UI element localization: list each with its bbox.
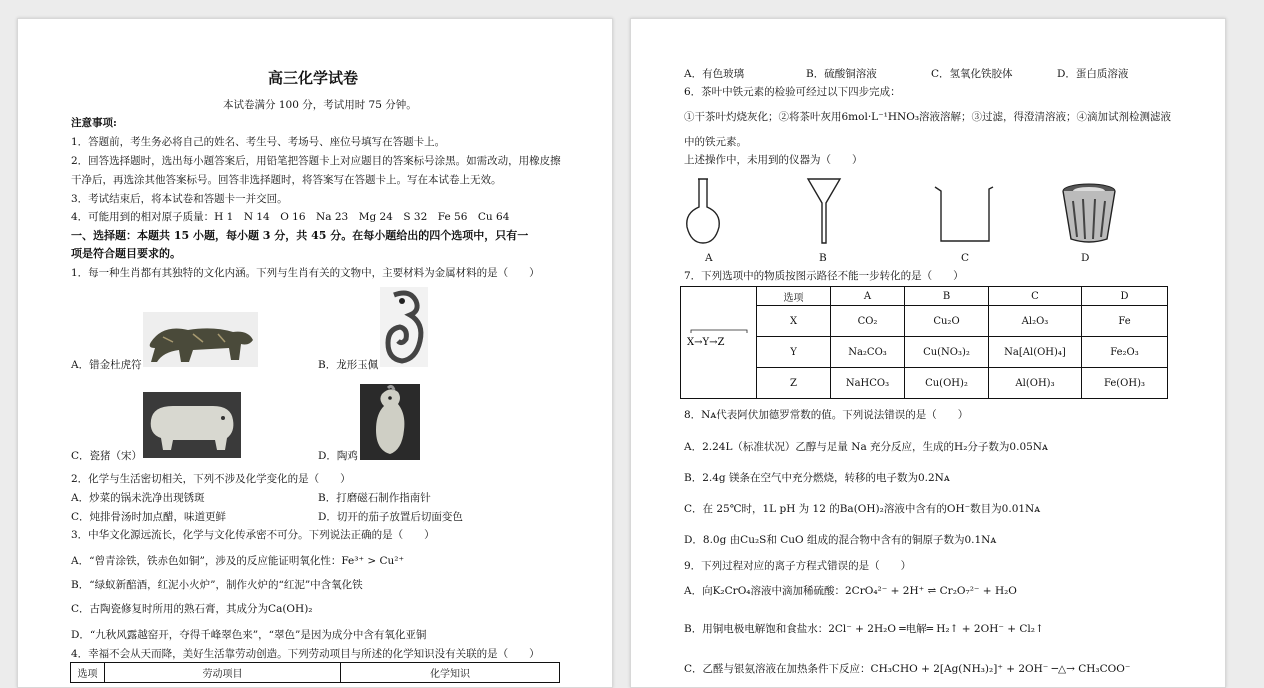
notice-2: 2．回答选择题时，选出每小题答案后，用铅笔把答题卡上对应题目的答案标号涂黑。如需改动，用橡皮擦	[71, 155, 561, 167]
q6-label-d: D	[1081, 252, 1090, 264]
q3-option-b: B．“绿蚁新醅酒，红泥小火炉”，制作火炉的“红泥”中含氧化铁	[71, 579, 363, 591]
notice-heading: 注意事项:	[71, 117, 117, 129]
beaker-icon	[933, 185, 995, 245]
notice-3: 3．考试结束后，将本试卷和答题卡一并交回。	[71, 193, 288, 205]
q7-cell: Cu₂O	[905, 306, 989, 337]
q9-option-b: B．用铜电极电解饱和食盐水：2Cl⁻ + 2H₂O ═电解═ H₂↑ + 2OH⁻ + Cl₂↑	[684, 623, 1044, 635]
notice-4: 4．可能用到的相对原子质量：H 1 N 14 O 16 Na 23 Mg 24 S 32 Fe 56 Cu 64	[71, 211, 510, 223]
notice-1: 1．答题前，考生务必将自己的姓名、考生号、考场号、座位号填写在答题卡上。	[71, 136, 446, 148]
q4-header-labor: 劳动项目	[105, 663, 341, 683]
q7-cell: Y	[757, 337, 831, 368]
q7-path-diagram	[681, 287, 757, 399]
q3-option-d: D．“九秋风露越窑开，夺得千峰翠色来”，“翠色”是因为成分中含有氧化亚铜	[71, 629, 427, 641]
q3-option-a: A．“曾青涂铁，铁赤色如铜”，涉及的反应能证明氧化性：Fe³⁺ > Cu²⁺	[71, 555, 405, 567]
q6-label-b: B	[819, 252, 827, 264]
q6-label-c: C	[961, 252, 970, 264]
q7-header-d: D	[1082, 287, 1168, 306]
q6-stem: 6．茶叶中铁元素的检验可经过以下四步完成：	[684, 86, 901, 98]
path-label: X→Y→Z	[686, 337, 724, 348]
q1-option-a: A．错金杜虎符	[71, 359, 142, 371]
q5-option-d: D．蛋白质溶液	[1057, 68, 1129, 80]
q8-option-c: C．在 25℃时，1L pH 为 12 的Ba(OH)₂溶液中含有的OH⁻数目为0.01Nᴀ	[684, 503, 1041, 515]
q3-option-c: C．古陶瓷修复时所用的熟石膏，其成分为Ca(OH)₂	[71, 603, 313, 615]
q7-cell: Al(OH)₃	[989, 368, 1082, 399]
page-left	[17, 18, 613, 688]
q6-line2: 中的铁元素。	[684, 136, 747, 148]
q1-stem: 1．每一种生肖都有其独特的文化内涵。下列与生肖有关的文物中，主要材料为金属材料的是（ ）	[71, 267, 540, 279]
q7-stem: 7．下列选项中的物质按图示路径不能一步转化的是（ ）	[684, 270, 964, 282]
q5-option-b: B．硫酸铜溶液	[806, 68, 877, 80]
notice-2-cont: 干净后，再选涂其他答案标号。回答非选择题时，将答案写在答题卡上。写在本试卷上无效。	[71, 174, 502, 186]
q2-option-d: D．切开的茄子放置后切面变色	[318, 511, 463, 523]
q5-option-c: C．氢氧化铁胶体	[931, 68, 1013, 80]
q2-stem: 2．化学与生活密切相关，下列不涉及化学变化的是（ ）	[71, 473, 351, 485]
round-flask-icon	[683, 177, 723, 247]
q2-option-b: B．打磨磁石制作指南针	[318, 492, 431, 504]
q8-option-a: A．2.24L（标准状况）乙醇与足量 Na 充分反应，生成的H₂分子数为0.05Nᴀ	[684, 441, 1048, 453]
pottery-rooster-figure	[360, 384, 420, 460]
q7-header-option: 选项	[757, 287, 831, 306]
exam-subtitle: 本试卷满分 100 分，考试用时 75 分钟。	[223, 99, 417, 111]
q8-stem: 8．Nᴀ代表阿伏加德罗常数的值。下列说法错误的是（ ）	[684, 409, 969, 421]
q3-stem: 3．中华文化源远流长，化学与文化传承密不可分。下列说法正确的是（ ）	[71, 529, 435, 541]
q4-header-knowledge: 化学知识	[341, 663, 560, 683]
q7-cell: Cu(OH)₂	[905, 368, 989, 399]
q6-line3: 上述操作中，未用到的仪器为（ ）	[684, 154, 863, 166]
q5-option-a: A．有色玻璃	[684, 68, 745, 80]
funnel-icon	[806, 177, 842, 247]
q7-header-c: C	[989, 287, 1082, 306]
q6-line1: ①干茶叶灼烧灰化；②将茶叶灰用6mol·L⁻¹HNO₃溶液溶解；③过滤，得澄清溶液；④滴加试剂检测滤液	[684, 111, 1172, 123]
q7-cell: Al₂O₃	[989, 306, 1082, 337]
q4-header-option: 选项	[71, 663, 105, 683]
path-arrow-icon	[685, 329, 753, 353]
q7-header-b: B	[905, 287, 989, 306]
q9-option-c: C．乙醛与银氨溶液在加热条件下反应：CH₃CHO + 2[Ag(NH₃)₂]⁺ + 2OH⁻ ─△→ CH₃COO⁻	[684, 663, 1131, 675]
q7-cell: Na[Al(OH)₄]	[989, 337, 1082, 368]
q7-cell: Fe	[1082, 306, 1168, 337]
page-right	[630, 18, 1226, 688]
q7-header-a: A	[831, 287, 905, 306]
q7-cell: Cu(NO₃)₂	[905, 337, 989, 368]
q4-stem: 4．幸福不会从天而降，美好生活靠劳动创造。下列劳动项目与所述的化学知识没有关联的是（ ）	[71, 648, 540, 660]
section-heading-cont: 项是符合题目要求的。	[71, 247, 181, 260]
q7-cell: Na₂CO₃	[831, 337, 905, 368]
q7-cell: NaHCO₃	[831, 368, 905, 399]
q1-option-c: C．瓷猪（宋）	[71, 450, 143, 462]
q7-cell: CO₂	[831, 306, 905, 337]
q2-option-a: A．炒菜的锅未洗净出现锈斑	[71, 492, 205, 504]
q9-stem: 9．下列过程对应的离子方程式错误的是（ ）	[684, 560, 912, 572]
q2-option-c: C．炖排骨汤时加点醋，味道更鲜	[71, 511, 227, 523]
q7-cell: Fe₂O₃	[1082, 337, 1168, 368]
q8-option-b: B．2.4g 镁条在空气中充分燃烧，转移的电子数为0.2Nᴀ	[684, 472, 950, 484]
q1-option-d: D．陶鸡	[318, 450, 358, 462]
tiger-tally-figure	[143, 312, 258, 367]
crucible-icon	[1059, 181, 1119, 245]
porcelain-pig-figure	[143, 392, 241, 458]
q8-option-d: D．8.0g 由Cu₂S和 CuO 组成的混合物中含有的铜原子数为0.1Nᴀ	[684, 534, 997, 546]
q6-label-a: A	[705, 252, 713, 264]
q1-option-b: B．龙形玉佩	[318, 359, 379, 371]
page-title: 高三化学试卷	[268, 69, 359, 87]
q7-cell: Fe(OH)₃	[1082, 368, 1168, 399]
q7-cell: X	[757, 306, 831, 337]
q4-table	[70, 662, 560, 683]
section-heading: 一、选择题：本题共 15 小题，每小题 3 分，共 45 分。在每小题给出的四个选项中，只有一	[71, 229, 529, 242]
q7-table	[680, 286, 1168, 399]
q9-option-a: A．向K₂CrO₄溶液中滴加稀硫酸：2CrO₄²⁻ + 2H⁺ ⇌ Cr₂O₇²⁻ + H₂O	[684, 585, 1017, 597]
dragon-pendant-figure	[380, 287, 428, 367]
q7-cell: Z	[757, 368, 831, 399]
